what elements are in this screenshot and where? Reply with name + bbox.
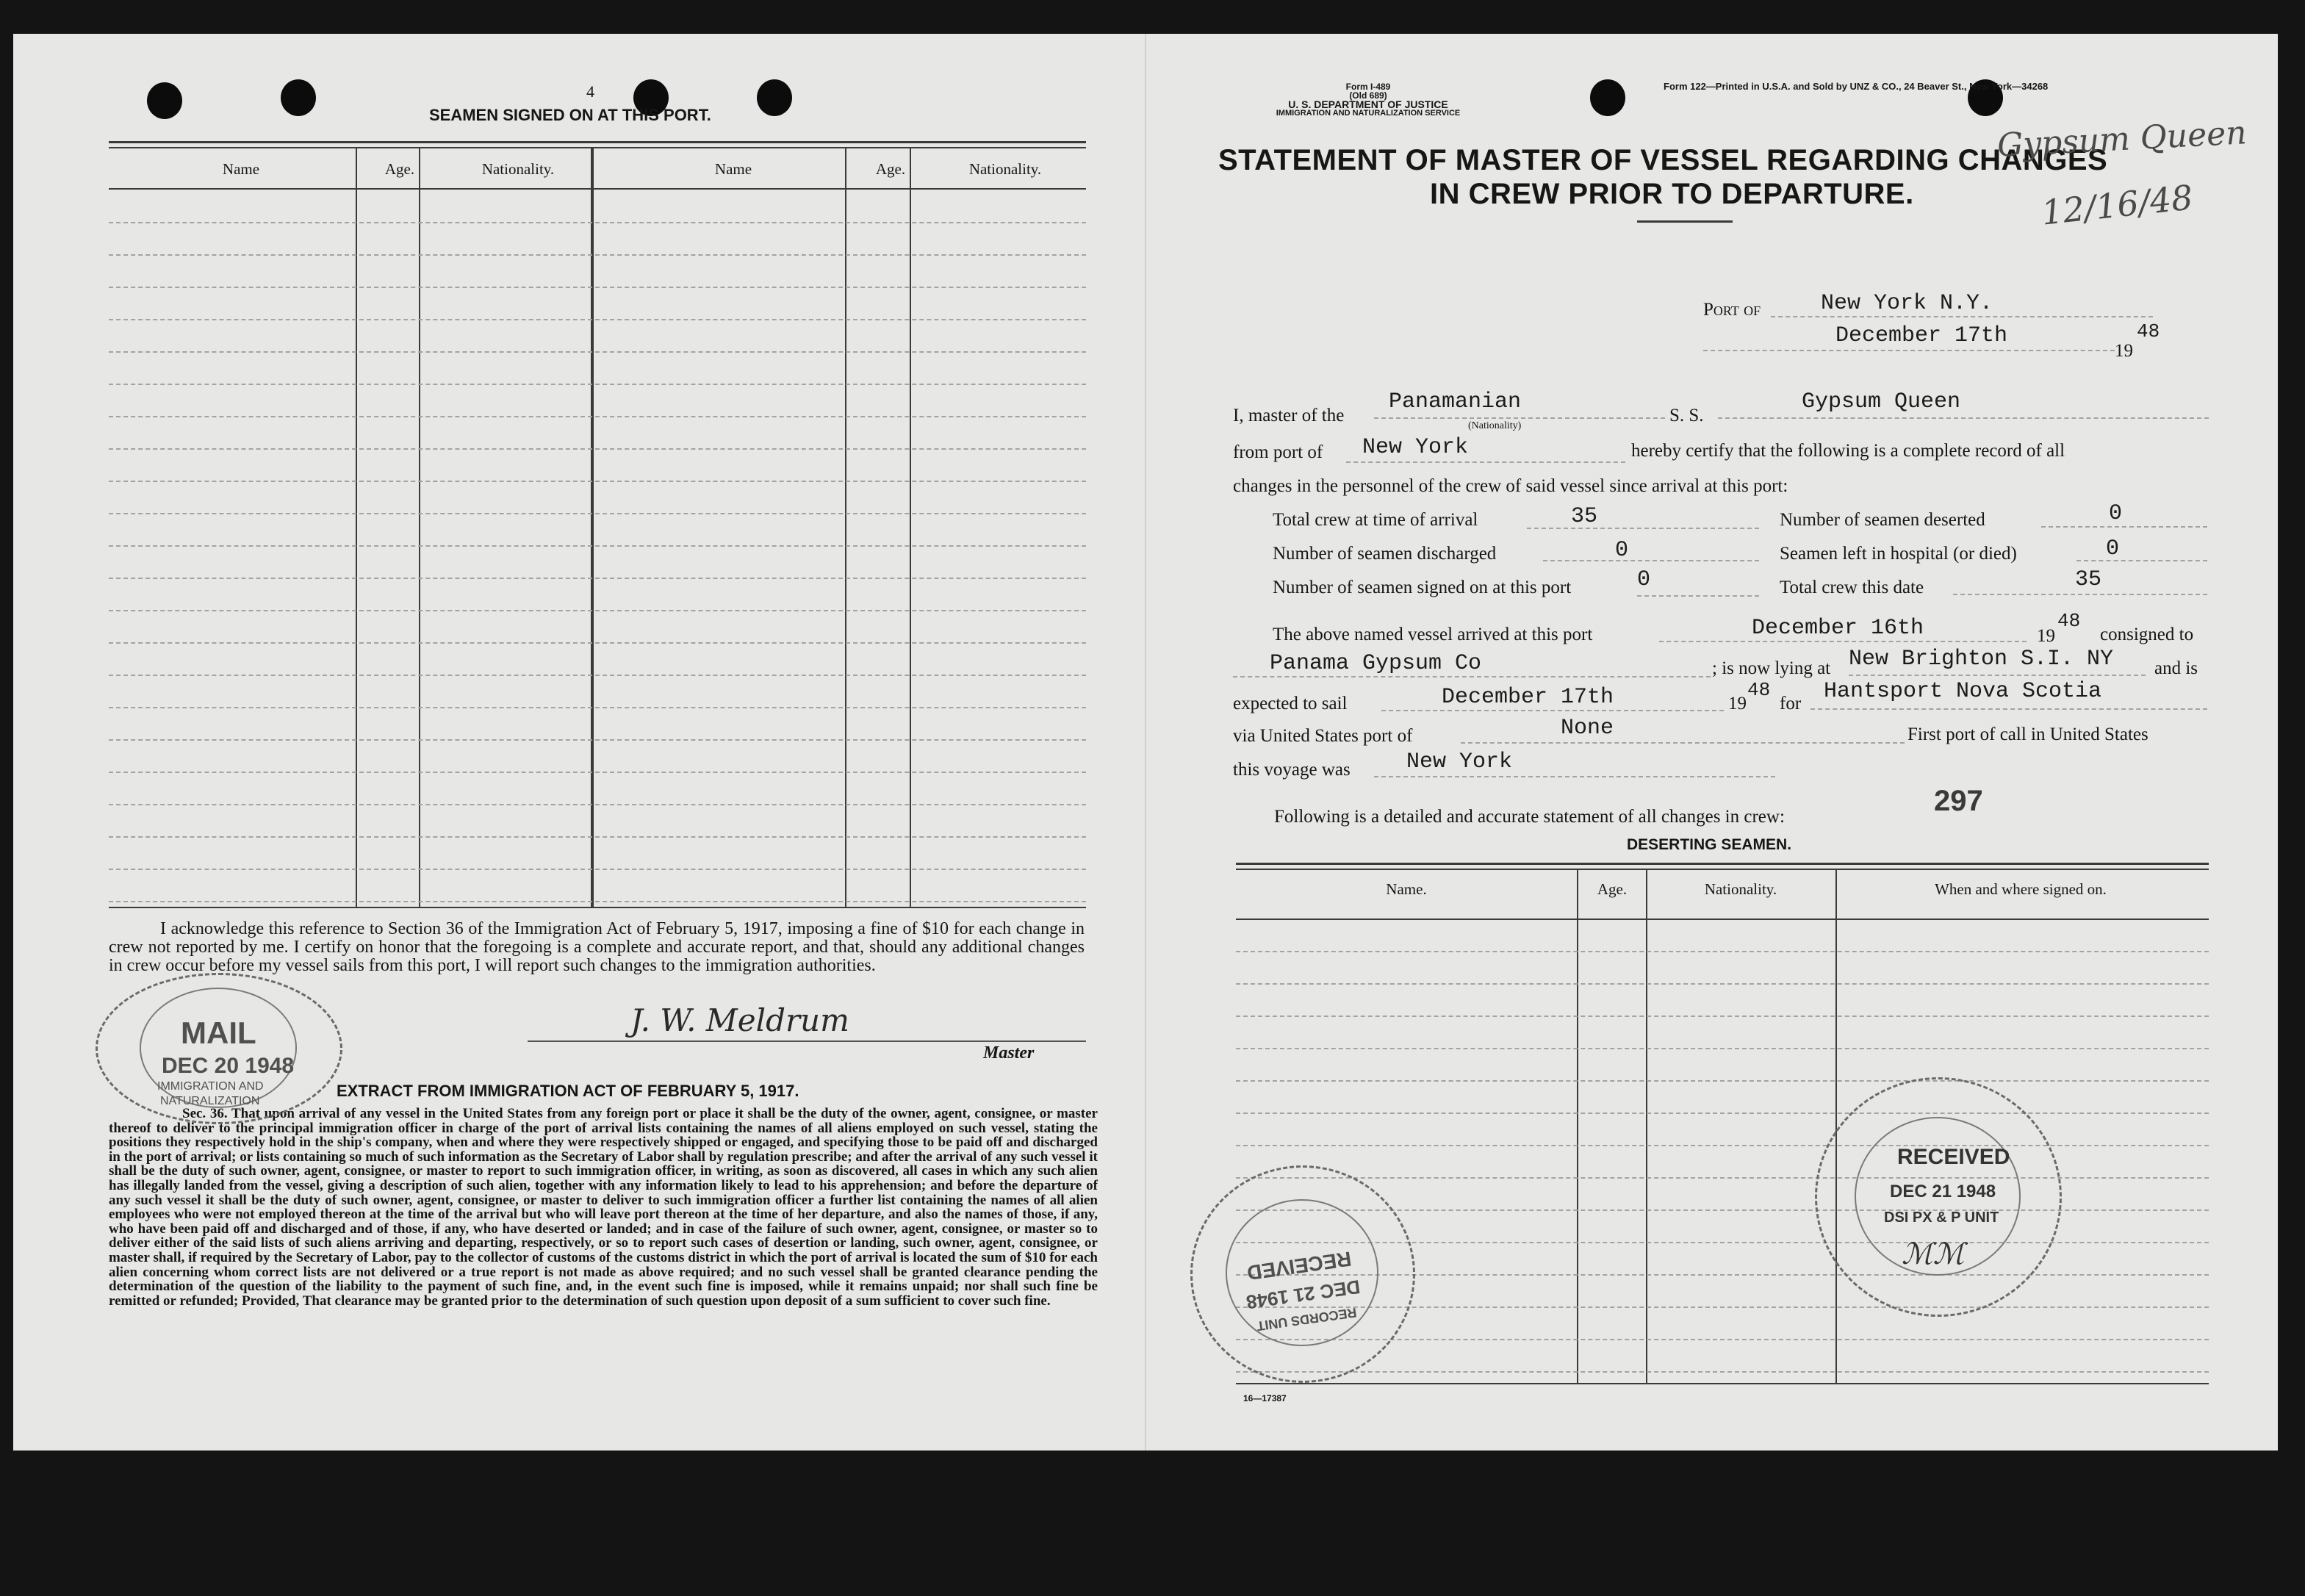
- stat-label: Number of seamen deserted: [1780, 510, 1985, 530]
- via-value: None: [1561, 716, 1614, 741]
- field-line: [1346, 461, 1625, 463]
- table-row-line: [109, 513, 1086, 514]
- stat-label: Number of seamen signed on at this port: [1273, 578, 1572, 597]
- arrived-date: December 16th: [1752, 616, 1924, 641]
- mail-stamp-date: DEC 20 1948: [162, 1054, 295, 1078]
- table-row-line: [109, 901, 1086, 902]
- table-row-line: [109, 319, 1086, 320]
- table-top-rule: [109, 147, 1086, 148]
- col-age: Age.: [384, 160, 415, 178]
- col-nationality: Nationality.: [481, 160, 555, 178]
- stamp-word: RECEIVED: [1245, 1247, 1353, 1284]
- reference-number: 297: [1934, 785, 1983, 817]
- table-row-line: [109, 610, 1086, 611]
- stat-value: 0: [2106, 536, 2120, 561]
- col-age: Age.: [1597, 880, 1628, 898]
- signature-role: Master: [983, 1043, 1035, 1063]
- punch-hole: [281, 79, 316, 116]
- table-row-line: [1236, 951, 2209, 952]
- col-nationality: Nationality.: [968, 160, 1042, 178]
- page-fold: [1145, 34, 1146, 1451]
- stamp-word: RECEIVED: [1897, 1145, 2010, 1169]
- form-id-block: [1251, 82, 1486, 118]
- for-label: for: [1780, 694, 1802, 713]
- table-row-line: [1236, 1371, 2209, 1373]
- form-id-line: Form I-489: [1345, 82, 1391, 92]
- table-top-rule: [1236, 863, 2209, 865]
- consignee-value: Panama Gypsum Co: [1270, 651, 1482, 676]
- col-age: Age.: [875, 160, 906, 178]
- handwritten-ship-name: Gypsum Queen: [1996, 114, 2248, 165]
- table-row-line: [109, 578, 1086, 579]
- extract-title: EXTRACT FROM IMMIGRATION ACT OF FEBRUARY 5, 1917.: [337, 1082, 799, 1100]
- punch-hole: [147, 82, 182, 119]
- field-line: [1233, 676, 1711, 677]
- table-row-line: [109, 707, 1086, 708]
- voyage-value: New York: [1406, 750, 1513, 774]
- mail-stamp-line: NATURALIZATION: [160, 1095, 260, 1107]
- consigned-label: consigned to: [2100, 625, 2194, 644]
- via-label: via United States port of: [1233, 726, 1413, 746]
- table-row-line: [1236, 1016, 2209, 1017]
- stamp-initials: ℳℳ: [1902, 1237, 1965, 1271]
- nationality-caption: (Nationality): [1468, 420, 1522, 431]
- year-prefix: 19: [2037, 626, 2055, 646]
- statement-date: December 17th: [1835, 323, 2008, 348]
- certify-text: hereby certify that the following is a complete record of all: [1631, 441, 2065, 461]
- table-row-line: [109, 675, 1086, 676]
- field-line: [1953, 594, 2207, 595]
- col-signed-on: When and where signed on.: [1935, 880, 2107, 898]
- column-divider: [1646, 869, 1647, 1383]
- field-line: [2076, 560, 2207, 561]
- from-port-value: New York: [1362, 435, 1469, 460]
- form-id-line: (Old 689): [1349, 90, 1387, 101]
- stat-label: Total crew at time of arrival: [1273, 510, 1478, 530]
- field-line: [1374, 776, 1775, 777]
- field-line: [2041, 526, 2207, 528]
- column-divider: [845, 147, 846, 907]
- table-header-rule: [109, 188, 1086, 190]
- table-row-line: [109, 254, 1086, 256]
- table-row-line: [1236, 1080, 2209, 1082]
- printer-note: Form 122—Printed in U.S.A. and Sold by UNZ & CO., 24 Beaver St., New York—34268: [1664, 81, 2049, 92]
- table-row-line: [109, 384, 1086, 385]
- destination-value: Hantsport Nova Scotia: [1824, 679, 2102, 704]
- master-signature: J. W. Meldrum: [630, 1002, 849, 1038]
- table-row-line: [109, 869, 1086, 870]
- field-line: [1771, 316, 2153, 317]
- statement-year: 48: [2137, 320, 2160, 342]
- lying-label: ; is now lying at: [1712, 658, 1831, 678]
- stat-value: 0: [1637, 567, 1651, 592]
- field-line: [1659, 641, 2027, 642]
- title-underline: [1637, 220, 1733, 223]
- field-line: [1461, 742, 1905, 744]
- col-name: Name.: [1386, 880, 1427, 898]
- year-prefix: 19: [2115, 341, 2133, 361]
- stamp-unit: RECORDS UNIT: [1256, 1304, 1358, 1334]
- table-top-rule: [1236, 869, 2209, 870]
- col-nationality: Nationality.: [1704, 880, 1777, 898]
- stat-value: 35: [2075, 567, 2102, 592]
- form-title-line2: IN CREW PRIOR TO DEPARTURE.: [1430, 178, 1914, 210]
- field-line: [1543, 560, 1759, 561]
- sail-date: December 17th: [1442, 685, 1614, 710]
- column-divider: [419, 147, 420, 907]
- column-divider: [591, 147, 594, 907]
- column-divider: [356, 147, 357, 907]
- sail-label: expected to sail: [1233, 694, 1348, 713]
- column-divider: [1577, 869, 1578, 1383]
- form-id-line: U. S. DEPARTMENT OF JUSTICE: [1288, 98, 1448, 110]
- master-label: I, master of the: [1233, 406, 1345, 425]
- ss-label: S. S.: [1669, 406, 1704, 425]
- lying-value: New Brighton S.I. NY: [1849, 647, 2114, 672]
- mail-stamp-word: MAIL: [181, 1016, 256, 1050]
- table-header-rule: [1236, 919, 2209, 920]
- table-row-line: [109, 836, 1086, 838]
- form-id-line: IMMIGRATION AND NATURALIZATION SERVICE: [1276, 109, 1461, 118]
- table-row-line: [1236, 1112, 2209, 1114]
- table-row-line: [109, 351, 1086, 353]
- field-line: [1718, 417, 2209, 419]
- footer-code: 16—17387: [1243, 1393, 1287, 1403]
- table-row-line: [1236, 1177, 2209, 1179]
- stat-label: Seamen left in hospital (or died): [1780, 544, 2017, 564]
- left-section-title: SEAMEN SIGNED ON AT THIS PORT.: [429, 106, 711, 124]
- stat-label: Total crew this date: [1780, 578, 1924, 597]
- table-row-line: [109, 448, 1086, 450]
- changes-text: changes in the personnel of the crew of said vessel since arrival at this port:: [1233, 476, 1788, 496]
- table-row-line: [109, 772, 1086, 773]
- col-name: Name: [714, 160, 752, 178]
- table-bottom-rule: [109, 907, 1086, 908]
- column-divider: [1835, 869, 1837, 1383]
- field-line: [1849, 675, 2146, 676]
- punch-hole: [757, 79, 792, 116]
- table-top-rule: [109, 141, 1086, 143]
- table-bottom-rule: [1236, 1383, 2209, 1384]
- mail-stamp-line: IMMIGRATION AND: [157, 1080, 264, 1093]
- extract-section: Sec. 36.: [182, 1106, 228, 1121]
- stat-label: Number of seamen discharged: [1273, 544, 1497, 564]
- stamp-date: DEC 21 1948: [1245, 1276, 1362, 1314]
- table-row-line: [109, 739, 1086, 741]
- stamp-date: DEC 21 1948: [1890, 1182, 1996, 1201]
- field-line: [1381, 710, 1724, 711]
- table-row-line: [109, 481, 1086, 482]
- table-row-line: [109, 287, 1086, 288]
- page-number: 4: [586, 82, 594, 101]
- stat-value: 0: [2109, 501, 2123, 526]
- and-is-label: and is: [2154, 658, 2198, 678]
- form-title-line1: STATEMENT OF MASTER OF VESSEL REGARDING CHANGES: [1218, 144, 2108, 176]
- stat-value: 0: [1615, 538, 1629, 563]
- field-line: [1374, 417, 1665, 419]
- extract-text: [109, 1107, 1098, 1308]
- field-line: [1810, 708, 2207, 710]
- table-row-line: [1236, 1145, 2209, 1146]
- received-stamp-text: [1220, 1215, 1381, 1337]
- stat-value: 35: [1571, 504, 1598, 529]
- from-port-label: from port of: [1233, 442, 1323, 462]
- table-row-line: [109, 804, 1086, 805]
- table-row-line: [109, 416, 1086, 417]
- first-call-label: First port of call in United States: [1907, 725, 2148, 744]
- arrived-label: The above named vessel arrived at this port: [1273, 625, 1593, 644]
- document-sheet: [13, 34, 2278, 1451]
- field-line: [1637, 595, 1759, 597]
- col-name: Name: [222, 160, 260, 178]
- arrived-year: 48: [2057, 610, 2081, 632]
- sail-year: 48: [1747, 679, 1771, 701]
- ship-name-value: Gypsum Queen: [1802, 389, 1961, 414]
- table-row-line: [109, 545, 1086, 547]
- table-row-line: [1236, 983, 2209, 985]
- signature-line: [528, 1040, 1086, 1042]
- table-row-line: [109, 222, 1086, 223]
- handwritten-date: 12/16/48: [2039, 177, 2195, 233]
- table-row-line: [1236, 1048, 2209, 1049]
- column-divider: [910, 147, 911, 907]
- field-line: [1527, 528, 1759, 529]
- port-value: New York N.Y.: [1821, 291, 1993, 316]
- nationality-value: Panamanian: [1389, 389, 1522, 414]
- port-label: Port of: [1703, 300, 1761, 320]
- stamp-unit: DSI PX & P UNIT: [1884, 1209, 1999, 1226]
- field-line: [1703, 350, 2115, 351]
- following-text: Following is a detailed and accurate statement of all changes in crew:: [1274, 807, 1785, 827]
- punch-hole: [1590, 79, 1625, 116]
- extract-body: That upon arrival of any vessel in the United States from any foreign port or place it shall be the duty of the owner, agent, consignee, or master thereof to deliver to the principal immigration officer in charge of the port of arrival lists containing the names of all aliens employed on such vessel, stating the positions they respectively hold in the ship's company, when and where they were respectively shipped or engaged, and specifying those to be paid off and discharged in the port of arrival; or lists containing so much of such information as the Secretary of Labor shall by regulation prescribe; and after the arrival of any such vessel it shall be the duty of such owner, agent, consignee, or master to report to such immigration officer, in writing, as soon as discovered, all cases in which any such alien has illegally landed from the vessel, giving a description of such alien, together with any information likely to lead to his apprehension; and before the departure of any such vessel it shall be the duty of such owner, agent, consignee, or master to deliver to such immigration officer a further list containing the names of all alien employees who were not employed thereon at the time of the arrival but who will leave port thereon at the time of her departure, and also the names of those, if any, who have been paid off and discharged and of those, if any, who have deserted or landed; and in case of the failure of such owner, agent, consignee, or master so to deliver either of the said lists of such aliens arriving and departing, respectively, or so to report such cases of desertion or landing, such owner, agent, consignee, or master shall, if required by the Secretary of Labor, pay to the collector of customs of the customs district in which the port of arrival is located the sum of $10 for each alien concerning whom correct lists are not delivered or a true report is not made as above required; and no such vessel shall be granted clearance pending the determination of the question of the liability to the payment of such fine, and, in the event such fine is imposed, while it remains unpaid; nor shall such fine be remitted or refunded; Provided, That clearance may be granted prior to the determination of such question upon deposit of a sum sufficient to cover such fine.: [109, 1106, 1098, 1309]
- voyage-label: this voyage was: [1233, 760, 1351, 780]
- table-row-line: [109, 642, 1086, 644]
- deserting-title: DESERTING SEAMEN.: [1627, 836, 1792, 853]
- year-prefix: 19: [1728, 694, 1747, 713]
- acknowledgement-text: I acknowledge this reference to Section 36 of the Immigration Act of February 5, 1917, imposing a fine of $10 for each change in crew not reported by me. I certify on honor that the foregoing is a complete and accurate report, and that, should any additional changes in crew occur before my vessel sails from this port, I will report such changes to the immigration authorities.: [109, 919, 1085, 975]
